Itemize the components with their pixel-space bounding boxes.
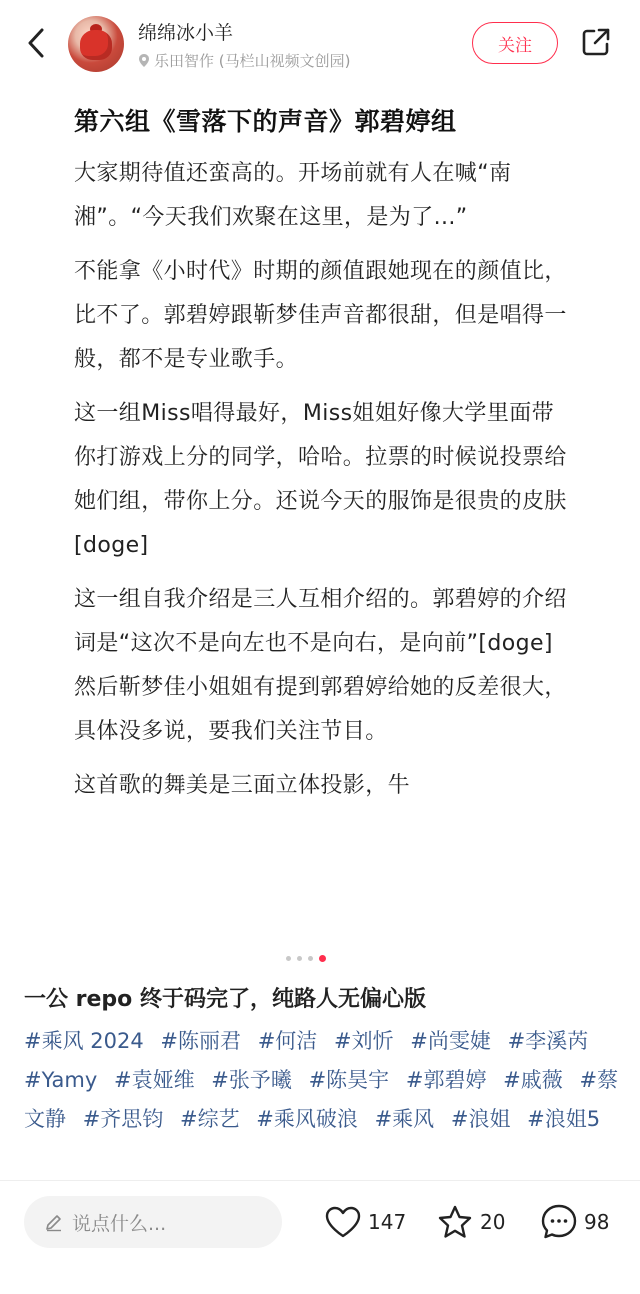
article-paragraph: 不能拿《小时代》时期的颜值跟她现在的颜值比，比不了。郭碧婷跟靳梦佳声音都很甜，但是唱得一般，都不是专业歌手。 [74,259,567,372]
hashtag-link[interactable]: #陈丽君 [160,1029,242,1053]
hashtag-link[interactable]: #乘风 [374,1107,435,1131]
article-paragraph: 这一组Miss唱得最好，Miss姐姐好像大学里面带你打游戏上分的同学，哈哈。拉票的时候说投票给她们组，带你上分。还说今天的服饰是很贵的皮肤[doge] [74,401,567,558]
hashtag-link[interactable]: #袁娅维 [113,1068,195,1092]
back-arrow-icon[interactable] [22,26,52,60]
like-count: 147 [368,1210,407,1234]
comment-button[interactable] [540,1202,609,1242]
hashtag-link[interactable]: #何洁 [257,1029,318,1053]
article-paragraph: 这首歌的舞美是三面立体投影，牛 [74,773,411,798]
location-pin-icon [138,53,150,68]
hashtag-link[interactable]: #浪姐5 [527,1107,601,1131]
comment-placeholder: 说点什么... [72,1212,167,1235]
hashtag-link[interactable]: #陈昊宇 [308,1068,390,1092]
hashtag-link[interactable]: #戚薇 [503,1068,563,1092]
comment-count: 98 [584,1210,610,1234]
location-text: 乐田智作 (马栏山视频文创园) [154,52,351,70]
hashtag-link[interactable]: #乘风 2024 [24,1029,144,1053]
hashtag-link[interactable]: #尚雯婕 [410,1029,491,1053]
post-title: 一公 repo 终于码完了，纯路人无偏心版 [24,987,426,1012]
carousel-dot [308,956,313,961]
divider [0,1180,640,1181]
carousel-dot-active [319,955,326,962]
article-image[interactable] [74,92,574,818]
comment-bubble-icon [540,1203,578,1241]
hashtag-link[interactable]: #齐思钧 [82,1107,164,1131]
hashtag-link[interactable]: #李溪芮 [507,1029,589,1053]
post-header [0,0,640,88]
follow-button[interactable]: 关注 [472,22,558,64]
like-button[interactable] [324,1202,406,1242]
article-paragraph: 这一组自我介绍是三人互相介绍的。郭碧婷的介绍词是“这次不是向左也不是向右，是向前”[doge]然后靳梦佳小姐姐有提到郭碧婷给她的反差很大，具体没多说，要我们关注节目。 [74,587,567,744]
favorite-count: 20 [480,1210,506,1234]
hashtag-link[interactable]: #郭碧婷 [405,1068,487,1092]
hashtag-link[interactable]: #Yamy [24,1068,98,1092]
carousel-indicator [286,955,326,962]
username[interactable]: 绵绵冰小羊 [138,22,234,44]
star-icon [436,1204,474,1240]
hashtag-link[interactable]: #浪姐 [450,1107,511,1131]
article-paragraph: 大家期待值还蛮高的。开场前就有人在喊“南湘”。“今天我们欢聚在这里，是为了...” [74,161,512,230]
carousel-dot [286,956,291,961]
hashtag-link[interactable]: #蔡文静 [24,1068,619,1131]
hashtag-link[interactable]: #乘风破浪 [256,1107,358,1131]
favorite-button[interactable] [436,1202,505,1242]
share-icon[interactable] [580,26,612,58]
pencil-icon [44,1212,64,1232]
tag-list [24,1022,622,1139]
heart-icon [324,1205,362,1239]
hashtag-link[interactable]: #张予曦 [211,1068,292,1092]
hashtag-link[interactable]: #刘忻 [334,1029,394,1053]
carousel-dot [297,956,302,961]
hashtag-link[interactable]: #综艺 [179,1107,240,1131]
comment-input[interactable] [24,1196,282,1248]
article-title: 第六组《雪落下的声音》郭碧婷组 [74,107,457,136]
avatar[interactable] [68,16,124,72]
location-tag[interactable] [138,50,350,71]
